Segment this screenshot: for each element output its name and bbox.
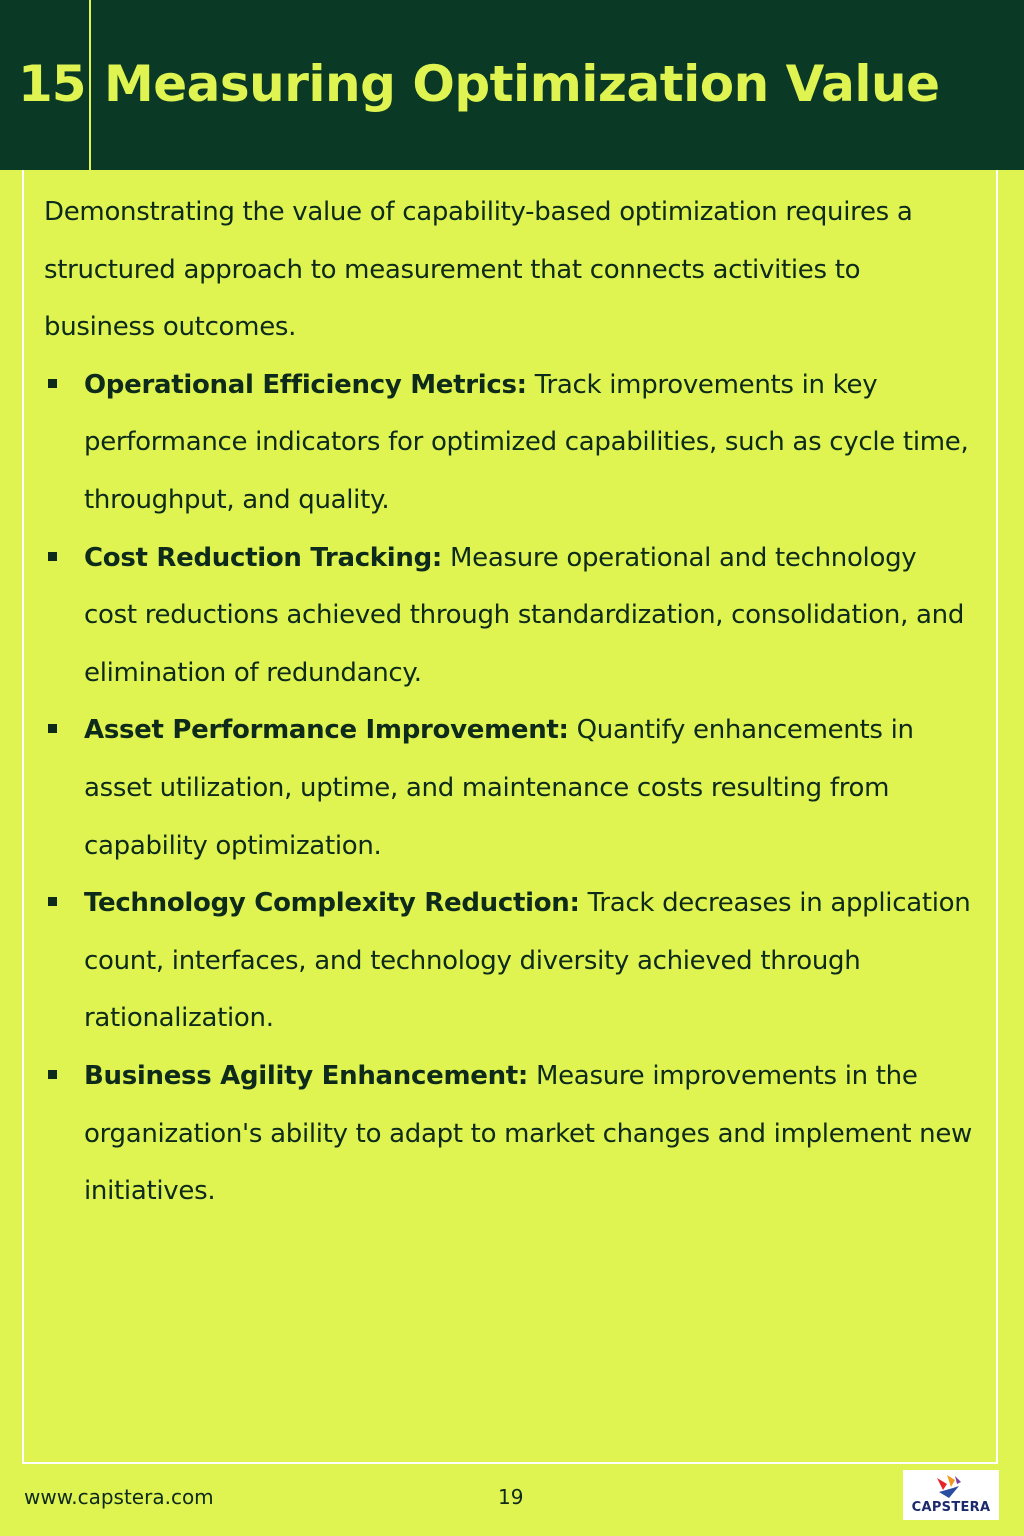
square-bullet-icon: [48, 552, 57, 561]
list-item: [44, 530, 974, 703]
bullet-text: Track decreases in application count, interfaces, and technology diversity achieved through rationalization.: [84, 888, 971, 1034]
bullet-list: [44, 357, 974, 1221]
content-body: [44, 184, 974, 1221]
page-header: [0, 0, 1024, 170]
footer-website-link[interactable]: www.capstera.com: [24, 1485, 214, 1509]
list-item: [44, 1048, 974, 1221]
section-number: 15: [18, 55, 86, 113]
bullet-term: Business Agility Enhancement:: [84, 1060, 529, 1091]
list-item: [44, 875, 974, 1048]
bullet-text: Quantify enhancements in asset utilization, uptime, and maintenance costs resulting from capability optimization.: [84, 715, 914, 861]
capstera-logo-icon: [933, 1472, 969, 1500]
bullet-text: Measure improvements in the organization's ability to adapt to market changes and implement new initiatives.: [84, 1060, 973, 1207]
list-item: [44, 702, 974, 875]
bullet-term: Asset Performance Improvement:: [84, 715, 569, 746]
square-bullet-icon: [48, 724, 57, 733]
square-bullet-icon: [48, 1070, 57, 1079]
page-number: 19: [498, 1485, 524, 1509]
page-title: Measuring Optimization Value: [104, 55, 940, 113]
bullet-term: Operational Efficiency Metrics:: [84, 369, 527, 400]
bullet-text: Track improvements in key performance indicators for optimized capabilities, such as cycle time, throughput, and quality.: [84, 369, 969, 515]
bullet-term: Technology Complexity Reduction:: [84, 888, 580, 919]
bullet-text: Measure operational and technology cost reductions achieved through standardization, consolidation, and elimination of redundancy.: [84, 542, 965, 688]
square-bullet-icon: [48, 379, 57, 388]
bullet-term: Cost Reduction Tracking:: [84, 542, 443, 573]
capstera-logo: [903, 1470, 999, 1520]
logo-wordmark: CAPSTERA: [911, 1500, 991, 1515]
intro-paragraph: Demonstrating the value of capability-based optimization requires a structured approach to measurement that connects activities to business outcomes.: [44, 197, 913, 343]
header-divider: [89, 0, 91, 170]
list-item: [44, 357, 974, 530]
square-bullet-icon: [48, 897, 57, 906]
